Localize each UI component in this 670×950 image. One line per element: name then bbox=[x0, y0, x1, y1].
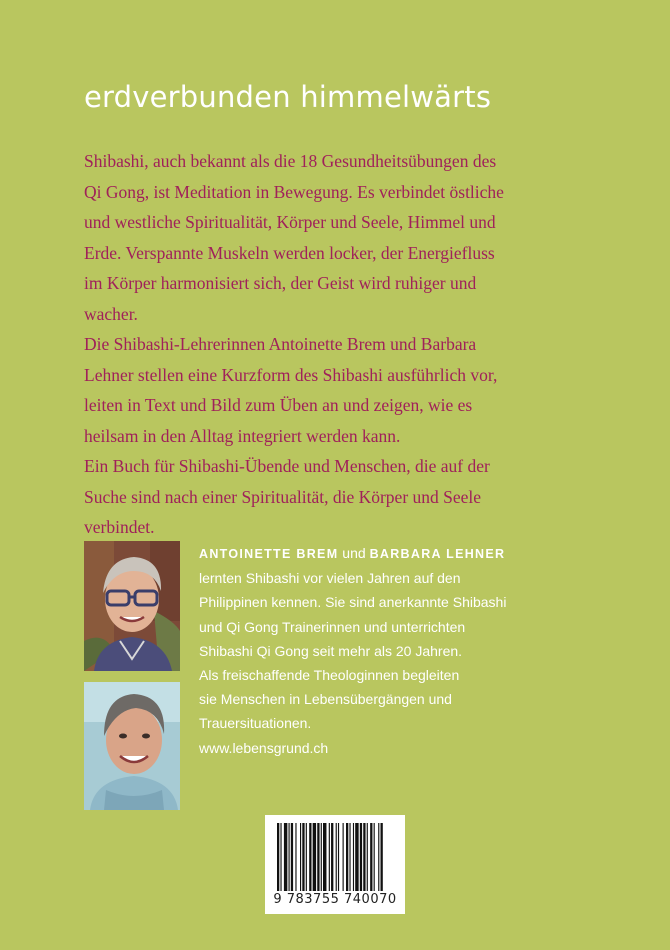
blurb-line: Suche sind nach einer Spiritualität, die Körper und Seele bbox=[84, 486, 482, 507]
bio-line: Shibashi Qi Gong seit mehr als 20 Jahren. bbox=[199, 642, 463, 659]
isbn-barcode bbox=[265, 815, 405, 914]
bio-line: lernten Shibashi vor vielen Jahren auf den bbox=[199, 570, 461, 587]
barcode-bar bbox=[306, 823, 307, 891]
barcode-bar bbox=[280, 823, 281, 891]
barcode-bar bbox=[309, 823, 311, 891]
barcode-bar bbox=[331, 823, 333, 891]
website-link: www.lebensgrund.ch bbox=[199, 739, 329, 756]
blurb-line: im Körper harmonisiert sich, der Geist wird ruhiger und bbox=[84, 273, 477, 293]
blurb-line: Lehner stellen eine Kurzform des Shibashi ausführlich vor, bbox=[84, 364, 498, 385]
barcode-bars bbox=[265, 815, 405, 895]
barcode-bar bbox=[289, 823, 290, 891]
barcode-bar bbox=[367, 823, 368, 891]
barcode-bar bbox=[321, 823, 322, 891]
barcode-bar bbox=[313, 823, 316, 891]
blurb-line: Qi Gong, ist Meditation in Bewegung. Es verbindet östliche bbox=[84, 181, 504, 202]
barcode-bar bbox=[277, 823, 279, 891]
blurb-paragraph-3 bbox=[84, 451, 584, 543]
blurb-line: leiten in Text und Bild zum Üben an und zeigen, wie es bbox=[84, 395, 473, 415]
barcode-bar bbox=[381, 823, 383, 891]
barcode-bar bbox=[336, 823, 337, 891]
bio-line: und Qi Gong Trainerinnen und unterrichten bbox=[199, 618, 466, 635]
bio-line: Trauersituationen. bbox=[199, 715, 312, 732]
blurb-line: wacher. bbox=[84, 303, 138, 324]
barcode-bar bbox=[346, 823, 348, 891]
author-name-2: BARBARA LEHNER bbox=[369, 547, 506, 561]
author-bio bbox=[199, 541, 539, 760]
author-names-line bbox=[199, 541, 539, 566]
barcode-bar bbox=[374, 823, 375, 891]
barcode-bar bbox=[329, 823, 330, 891]
barcode-bar bbox=[360, 823, 362, 891]
blurb-line: Shibashi, auch bekannt als die 18 Gesundheitsübungen des bbox=[84, 151, 497, 171]
barcode-bar bbox=[284, 823, 287, 891]
barcode-bar bbox=[300, 823, 301, 891]
bio-line: sie Menschen in Lebensübergängen und bbox=[199, 691, 452, 708]
barcode-bar bbox=[355, 823, 358, 891]
barcode-bar bbox=[353, 823, 354, 891]
barcode-bar bbox=[378, 823, 379, 891]
blurb-paragraph-1 bbox=[84, 146, 584, 329]
barcode-bar bbox=[349, 823, 350, 891]
blurb-line: Erde. Verspannte Muskeln werden locker, der Energiefluss bbox=[84, 242, 495, 263]
barcode-bar bbox=[323, 823, 326, 891]
bio-line: Als freischaffende Theologinnen begleiten bbox=[199, 667, 460, 684]
book-title: erdverbunden himmelwärts bbox=[84, 80, 492, 114]
barcode-bar bbox=[343, 823, 344, 891]
blurb-line: heilsam in den Alltag integriert werden kann. bbox=[84, 425, 401, 446]
isbn-digits: 9 783755 740070 bbox=[273, 892, 397, 907]
blurb-line: verbindet. bbox=[84, 517, 155, 537]
bio-line: Philippinen kennen. Sie sind anerkannte Shibashi bbox=[199, 594, 507, 611]
blurb-paragraph-2 bbox=[84, 329, 584, 451]
blurb-line: und westliche Spiritualität, Körper und Seele, Himmel und bbox=[84, 212, 496, 232]
blurb-text bbox=[84, 146, 584, 543]
barcode-bar bbox=[338, 823, 339, 891]
author-photo-antoinette-brem bbox=[84, 541, 180, 671]
barcode-bar bbox=[363, 823, 365, 891]
barcode-bar bbox=[317, 823, 319, 891]
blurb-line: Ein Buch für Shibashi-Übende und Menschen, die auf der bbox=[84, 456, 490, 476]
barcode-bar bbox=[302, 823, 304, 891]
author-photo-barbara-lehner bbox=[84, 682, 180, 810]
blurb-line: Die Shibashi-Lehrerinnen Antoinette Brem und Barbara bbox=[84, 334, 477, 354]
author-name-1: ANTOINETTE BREM bbox=[199, 547, 339, 561]
author-connector: und bbox=[338, 545, 370, 561]
barcode-bar bbox=[295, 823, 296, 891]
barcode-bar bbox=[370, 823, 372, 891]
barcode-bar bbox=[291, 823, 293, 891]
